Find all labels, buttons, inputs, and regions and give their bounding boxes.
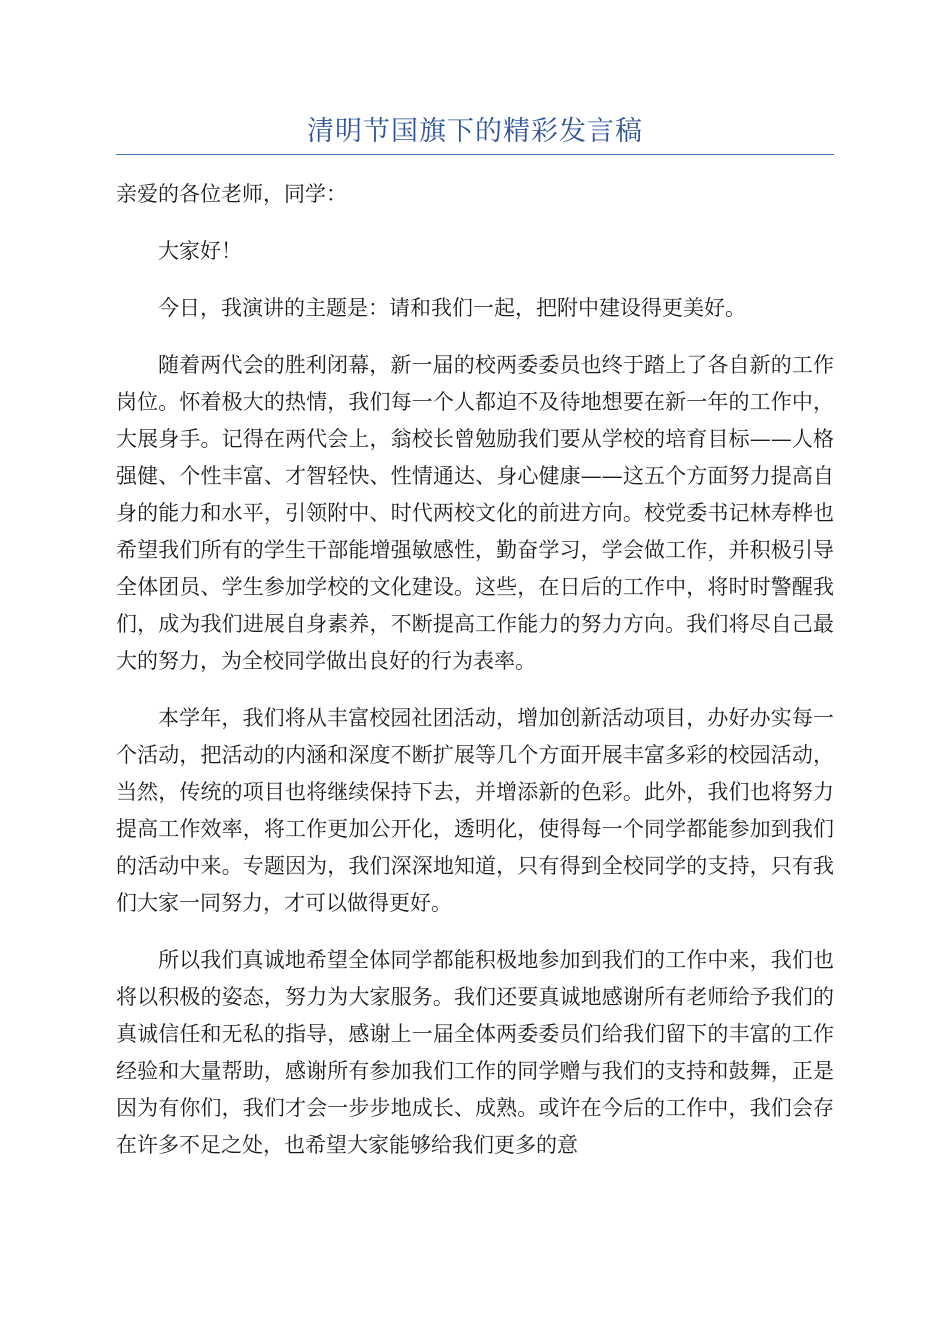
document-body bbox=[116, 176, 834, 1184]
paragraph-body-1: 随着两代会的胜利闭幕，新一届的校两委委员也终于踏上了各自新的工作岗位。怀着极大的热情，我们每一个人都迫不及待地想要在新一年的工作中，大展身手。记得在两代会上，翁校长曾勉励我们要从学校的培育目标——人格强健、个性丰富、才智轻快、性情通达、身心健康——这五个方面努力提高自身的能力和水平，引领附中、时代两校文化的前进方向。校党委书记林寿桦也希望我们所有的学生干部能增强敏感性，勤奋学习，学会做工作，并积极引导全体团员、学生参加学校的文化建设。这些，在日后的工作中，将时时警醒我们，成为我们进展自身素养，不断提高工作能力的努力方向。我们将尽自己最大的努力，为全校同学做出良好的行为表率。 bbox=[116, 353, 834, 673]
document-title: 清明节国旗下的精彩发言稿 bbox=[307, 116, 643, 147]
paragraph-body-3: 所以我们真诚地希望全体同学都能积极地参加到我们的工作中来，我们也将以积极的姿态，努力为大家服务。我们还要真诚地感谢所有老师给予我们的真诚信任和无私的指导，感谢上一届全体两委委员们给我们留下的丰富的工作经验和大量帮助，感谢所有参加我们工作的同学赠与我们的支持和鼓舞，正是因为有你们，我们才会一步步地成长、成熟。或许在今后的工作中，我们会存在许多不足之处，也希望大家能够给我们更多的意 bbox=[116, 948, 834, 1157]
salutation: 亲爱的各位老师，同学： bbox=[116, 182, 347, 206]
title-underline bbox=[116, 154, 834, 155]
paragraph-greeting: 大家好！ bbox=[158, 239, 242, 263]
paragraph-body-2: 本学年，我们将从丰富校园社团活动，增加创新活动项目，办好办实每一个活动，把活动的内涵和深度不断扩展等几个方面开展丰富多彩的校园活动，当然，传统的项目也将继续保持下去，并增添新的色彩。此外，我们也将努力提高工作效率，将工作更加公开化，透明化，使得每一个同学都能参加到我们的活动中来。专题因为，我们深深地知道，只有得到全校同学的支持，只有我们大家一同努力，才可以做得更好。 bbox=[116, 706, 834, 915]
paragraph-theme: 今日，我演讲的主题是：请和我们一起，把附中建设得更美好。 bbox=[158, 296, 746, 320]
